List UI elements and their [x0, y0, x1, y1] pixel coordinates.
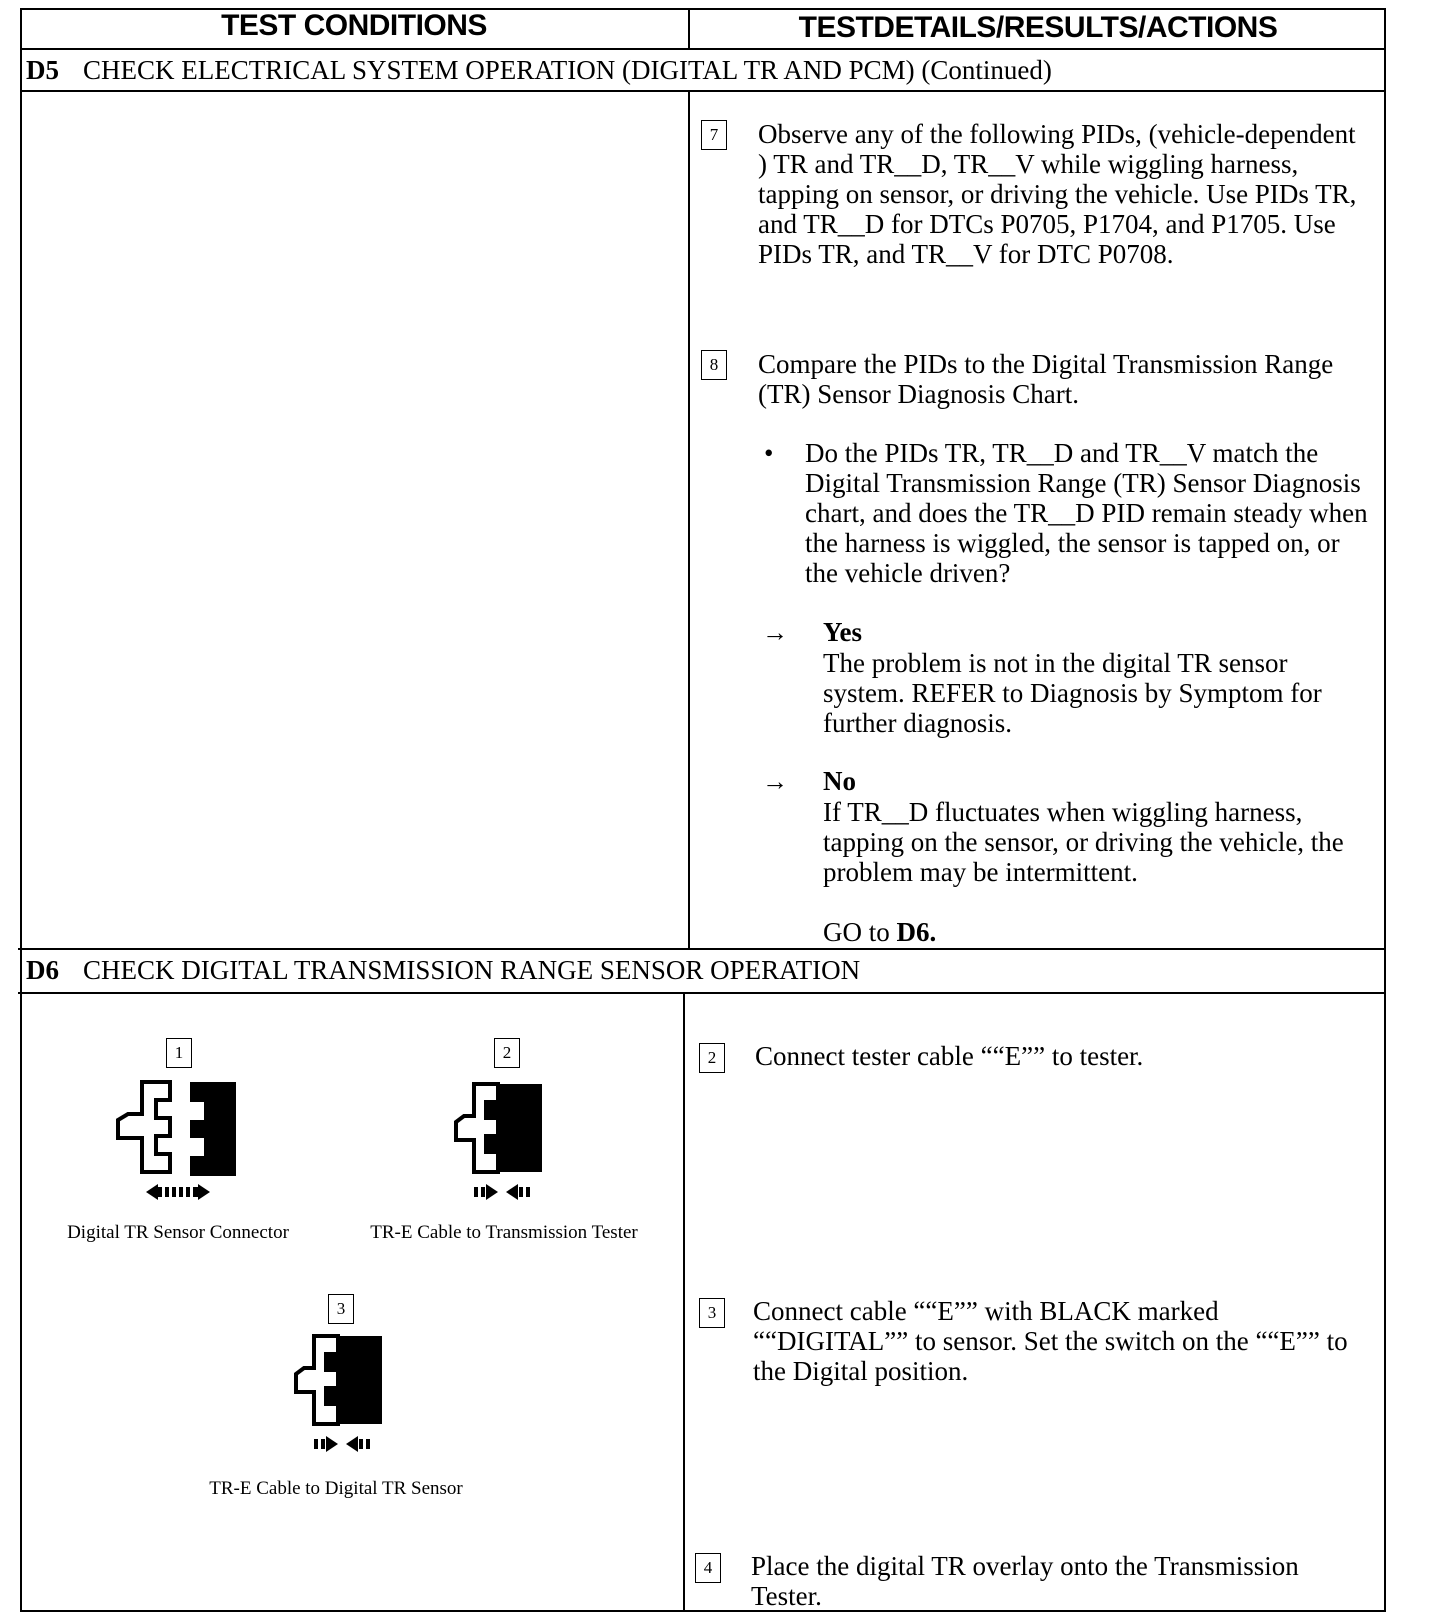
section-d6-heading [26, 955, 860, 986]
figure-2-caption: TR-E Cable to Transmission Tester [370, 1222, 638, 1243]
rule-d6-top [18, 948, 1386, 950]
step-8-bullet: • [764, 438, 774, 468]
connector-connected-sensor-icon [292, 1332, 402, 1458]
header-test-details: TESTDETAILS/RESULTS/ACTIONS [798, 11, 1278, 44]
d6-step-4-text: Place the digital TR overlay onto the Transmission Tester. [751, 1551, 1299, 1611]
step-8-text: Compare the PIDs to the Digital Transmission Range (TR) Sensor Diagnosis Chart. [758, 349, 1334, 409]
section-d6-title: CHECK DIGITAL TRANSMISSION RANGE SENSOR OPERATION [83, 955, 861, 985]
d6-step-2-number: 2 [699, 1043, 725, 1073]
goto-prefix: GO to [823, 917, 890, 947]
yes-text: The problem is not in the digital TR sensor system. REFER to Diagnosis by Symptom for further diagnosis. [823, 648, 1322, 738]
no-arrow: → [762, 767, 788, 796]
section-d5-heading [26, 55, 1052, 86]
d6-step-3-text: Connect cable ““E”” with BLACK marked ““DIGITAL”” to sensor. Set the switch on the ““E”” to the Digital position. [753, 1296, 1348, 1386]
no-text: If TR__D fluctuates when wiggling harness, tapping on the sensor, or driving the vehicle, the problem may be intermittent. [823, 797, 1344, 887]
goto-line [823, 917, 936, 947]
divider-d5 [688, 90, 690, 950]
rule-d6 [18, 992, 1386, 994]
figure-3-caption: TR-E Cable to Digital TR Sensor [209, 1478, 463, 1499]
rule-d5 [20, 90, 1386, 92]
yes-arrow: → [762, 618, 788, 647]
d6-step-4-number: 4 [695, 1553, 721, 1583]
section-d5-code: D5 [26, 55, 59, 85]
goto-target: D6. [896, 917, 937, 947]
figure-1-number: 1 [166, 1038, 192, 1068]
step-8-question: Do the PIDs TR, TR__D and TR__V match the Digital Transmission Range (TR) Sensor Diagnosis chart, and does the TR__D PID remain steady when the harness is wiggled, the sensor is tapped on, or the vehicle driven? [805, 438, 1368, 588]
d6-step-2-text: Connect tester cable ““E”” to tester. [755, 1041, 1144, 1071]
step-7-number: 7 [701, 120, 727, 150]
figure-1-caption: Digital TR Sensor Connector [67, 1222, 289, 1243]
figure-3-number: 3 [328, 1294, 354, 1324]
rule-header [20, 48, 1386, 50]
section-d5-title: CHECK ELECTRICAL SYSTEM OPERATION (DIGITAL TR AND PCM) (Continued) [83, 55, 1052, 85]
step-8-number: 8 [701, 350, 727, 380]
step-7-text: Observe any of the following PIDs, (vehicle-dependent ) TR and TR__D, TR__V while wiggling harness, tapping on sensor, or driving the vehicle. Use PIDs TR, and TR__D for DTCs P0705, P1704, and P1705. Use PIDs TR, and TR__V for DTC P0708. [758, 119, 1357, 269]
section-d6-code: D6 [26, 955, 59, 985]
yes-label: Yes [823, 617, 862, 647]
no-label: No [823, 766, 856, 796]
connector-connected-icon [452, 1080, 562, 1206]
header-test-conditions: TEST CONDITIONS [221, 9, 487, 42]
connector-disconnected-icon [112, 1076, 252, 1206]
figure-2-number: 2 [494, 1038, 520, 1068]
d6-step-3-number: 3 [699, 1298, 725, 1328]
divider-d6 [683, 992, 685, 1612]
